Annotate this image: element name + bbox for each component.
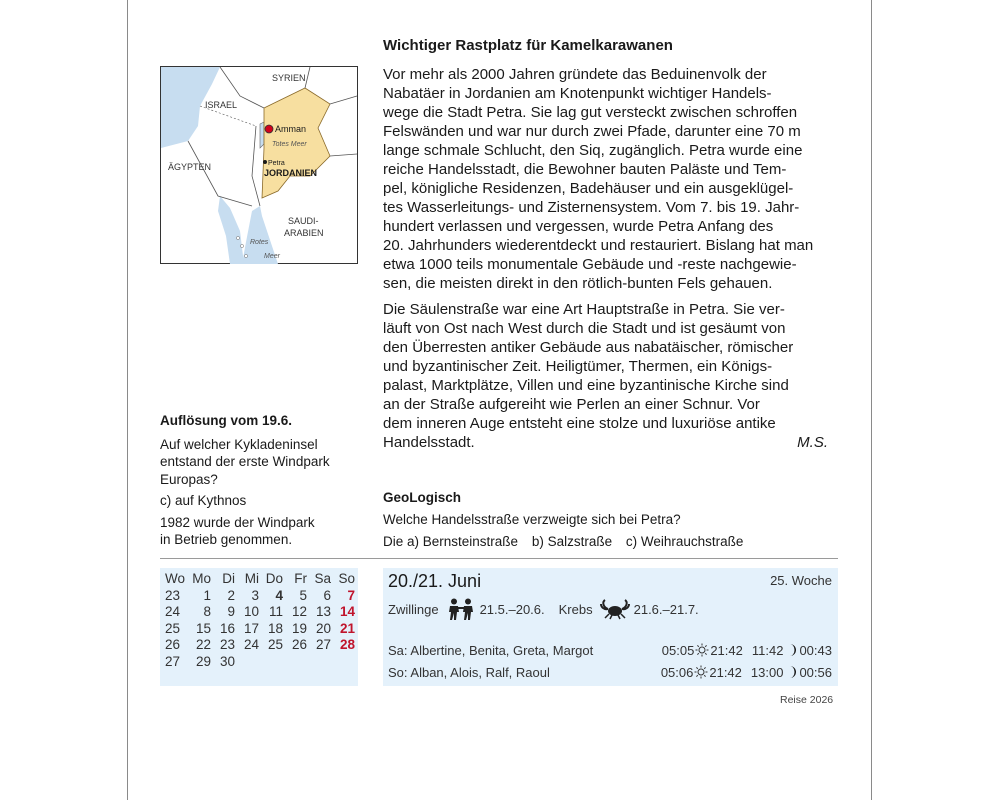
week-number: 25. Woche: [770, 573, 832, 588]
solution-question-line: Auf welcher Kykladeninsel: [160, 436, 318, 452]
saturday-times: [662, 643, 832, 658]
solution-note: [160, 514, 360, 549]
map-label-syrien: SYRIEN: [272, 73, 306, 83]
calendar-day: 19: [291, 620, 307, 636]
map-label-saudi-2: ARABIEN: [284, 228, 324, 238]
calendar-header-row: [163, 571, 356, 588]
calendar-day-sunday: 28: [339, 637, 355, 652]
calendar-day: 29: [195, 653, 211, 669]
calendar-week-row: [163, 604, 356, 621]
calendar-day: 17: [243, 620, 259, 636]
calendar-header: Mo: [192, 571, 211, 586]
calendar-day-sunday: 21: [339, 620, 355, 636]
sun-icon: [695, 643, 709, 657]
calendar-week-number: 25: [165, 620, 181, 636]
geologisch-answer-c: c) Weihrauchstraße: [625, 534, 744, 549]
article-title: Wichtiger Rastplatz für Kamelkarawanen: [383, 37, 673, 54]
left-margin-rule: [127, 0, 128, 800]
article-last-line: [383, 433, 838, 452]
article-line: 20. Jahrhunders wiederentdeckt und restauriert. Bislang hat man: [383, 237, 814, 254]
calendar-day-sunday: 7: [347, 587, 355, 603]
calendar-day: 15: [195, 620, 211, 636]
article: [383, 36, 838, 452]
moonrise-time: 13:00: [750, 664, 784, 680]
article-line: an der Straße aufgereiht wie Perlen an einer Schnur. Vor: [383, 396, 760, 413]
author-signature: M.S.: [797, 434, 828, 451]
article-line: wege die Stadt Petra. Sie lag gut versteckt zwischen schroffen: [383, 104, 798, 121]
calendar-day: 20: [315, 620, 331, 636]
map-label-rotes: Rotes: [250, 239, 269, 246]
article-line: läuft von Ost nach West durch die Stadt und ist gesäumt von: [383, 320, 786, 337]
solution-title: Auflösung vom 19.6.: [160, 413, 293, 428]
calendar-day: 3: [251, 587, 259, 603]
calendar-week-number: 26: [165, 637, 181, 652]
zodiac-range-cancer: 21.6.–21.7.: [633, 601, 699, 617]
calendar-week-number: 24: [165, 604, 181, 619]
calendar-week-number: 27: [165, 653, 181, 669]
moonrise-time: 11:42: [751, 642, 784, 658]
calendar-week-row: [163, 654, 356, 671]
article-paragraph-1: [383, 65, 838, 293]
saturday-row: [388, 641, 832, 659]
day-date: 20./21. Juni: [388, 571, 482, 591]
article-line: Felswänden und war nur durch zwei Pfade, darunter eine 70 m: [383, 123, 801, 140]
article-line: etwa 1000 teils monumentale Gebäude und -reste nachgewie-: [383, 256, 797, 273]
calendar-week-number: 23: [165, 587, 181, 603]
map-label-aegypten: ÄGYPTEN: [168, 162, 212, 172]
article-line: dem inneren Auge entsteht eine stolze und luxuriöse antike: [383, 415, 776, 432]
calendar-day-sunday: 14: [339, 604, 355, 619]
sunday-name-days: So: Alban, Alois, Ralf, Raoul: [388, 664, 550, 680]
solution-question-line: Europas?: [160, 471, 218, 487]
calendar-day: 23: [219, 637, 235, 652]
map-label-amman: Amman: [275, 124, 307, 134]
calendar-week-row: [163, 621, 356, 638]
geologisch-quiz: [383, 488, 843, 551]
calendar-day: 1: [203, 587, 211, 603]
moonset-time: 00:56: [799, 664, 832, 680]
calendar-day: 6: [323, 587, 331, 603]
calendar-day: 5: [299, 587, 307, 603]
moon-icon: [784, 643, 798, 657]
map-label-meer: Meer: [264, 253, 280, 260]
calendar-header: Di: [222, 571, 235, 586]
calendar-day: 22: [195, 637, 211, 652]
calendar-day: 30: [219, 653, 235, 669]
geologisch-title: GeoLogisch: [383, 490, 462, 505]
article-line: palast, Marktplätze, Villen und eine byzantinische Kirche sind: [383, 377, 789, 394]
geologisch-question: Welche Handelsstraße verzweigte sich bei Petra?: [383, 512, 681, 527]
calendar-day: 25: [267, 637, 283, 652]
calendar-day: 18: [267, 620, 283, 636]
sunset-time: 21:42: [709, 664, 742, 680]
sunrise-time: 05:05: [661, 642, 695, 658]
sunday-times: [661, 665, 832, 680]
solution-answer: c) auf Kythnos: [160, 493, 247, 508]
calendar-day: [260, 654, 284, 671]
solution-question: [160, 436, 360, 489]
article-line: und byzantinischer Zeit. Heiligtümer, Thermen, ein Königs-: [383, 358, 773, 375]
article-line: den Überresten antiker Gebäude aus nabatäischer, römischer: [383, 339, 794, 356]
sunrise-time: 05:06: [660, 664, 694, 680]
calendar-day: 13: [315, 604, 331, 619]
calendar-day: 10: [243, 604, 259, 619]
calendar-header: Mi: [244, 571, 259, 586]
calendar-day: 12: [291, 604, 307, 619]
calendar-day-highlight: 4: [275, 587, 283, 603]
zodiac-range-gemini: 21.5.–20.6.: [479, 601, 545, 617]
map-label-petra: Petra: [268, 160, 285, 167]
calendar-week-row: [163, 637, 356, 654]
section-divider: [160, 558, 838, 559]
article-line: Vor mehr als 2000 Jahren gründete das Beduinenvolk der: [383, 66, 767, 83]
sun-icon: [694, 665, 708, 679]
calendar-day: [236, 654, 260, 671]
zodiac-name-cancer: Krebs: [558, 601, 593, 617]
article-line: sen, die meisten direkt in den rötlich-bunten Fels gehauen.: [383, 275, 773, 292]
zodiac-name-gemini: Zwillinge: [388, 601, 439, 617]
map-label-saudi-1: SAUDI-: [288, 216, 319, 226]
article-line: Die Säulenstraße war eine Art Hauptstraße in Petra. Sie ver-: [383, 301, 785, 318]
jordan-map-graphic: [160, 66, 358, 264]
article-line: hundert verlassen und vergessen, wurde Petra Anfang des: [383, 218, 774, 235]
calendar-header: Sa: [314, 571, 331, 586]
calendar-day: [308, 654, 332, 671]
geologisch-answer-a: Die a) Bernsteinstraße: [383, 534, 519, 549]
map-label-totes-meer: Totes Meer: [272, 141, 307, 148]
article-line: pel, königliche Residenzen, Badehäuser und ein ausgeklügel-: [383, 180, 794, 197]
sunday-row: [388, 663, 832, 681]
calendar-day: 2: [227, 587, 235, 603]
article-paragraph-2: [383, 300, 838, 452]
jordan-map: [160, 66, 358, 264]
calendar-week-row: [163, 588, 356, 605]
calendar-day: 11: [268, 604, 283, 619]
right-margin-rule: [871, 0, 872, 800]
calendar-header: Do: [265, 571, 283, 586]
solution-note-line: 1982 wurde der Windpark: [160, 514, 315, 530]
geologisch-answer-b: b) Salzstraße: [531, 534, 613, 549]
moon-icon: [784, 665, 798, 679]
solution-note-line: in Betrieb genommen.: [160, 532, 293, 547]
map-label-israel: ISRAEL: [205, 100, 238, 110]
gemini-icon: [445, 598, 477, 620]
cancer-icon: [599, 598, 631, 620]
article-line: reiche Handelsstadt, die Bewohner bauten Paläste und Tem-: [383, 161, 787, 178]
calendar-header: Wo: [165, 571, 186, 586]
article-last-text: Handelsstadt.: [383, 434, 475, 451]
calendar-header: Fr: [294, 571, 307, 586]
article-line: tes Wasserleitungs- und Zisternensystem. Vom 7. bis 19. Jahr-: [383, 199, 800, 216]
footer-label: Reise 2026: [780, 694, 834, 706]
month-calendar: [160, 568, 358, 686]
solution-box: [160, 412, 360, 553]
solution-question-line: entstand der erste Windpark: [160, 454, 330, 469]
moonset-time: 00:43: [799, 642, 832, 658]
amman-capital-marker: [265, 125, 273, 133]
calendar-day: 26: [291, 637, 307, 652]
calendar-day: 27: [315, 637, 331, 652]
article-line: Nabatäer in Jordanien am Knotenpunkt wichtiger Handels-: [383, 85, 772, 102]
calendar-grid: [163, 571, 356, 670]
petra-marker: [263, 160, 267, 164]
calendar-day: [284, 654, 308, 671]
geologisch-answers: [383, 532, 843, 551]
calendar-day: 8: [203, 604, 211, 619]
zodiac-row: [388, 598, 699, 620]
article-line: lange schmale Schlucht, den Siq, zugänglich. Petra wurde eine: [383, 142, 803, 159]
day-info-box: [383, 568, 838, 686]
map-label-jordanien: JORDANIEN: [264, 168, 318, 178]
sunset-time: 21:42: [710, 642, 743, 658]
saturday-name-days: Sa: Albertine, Benita, Greta, Margot: [388, 642, 594, 658]
calendar-day: 16: [219, 620, 235, 636]
calendar-day: 9: [227, 604, 235, 619]
calendar-day-sunday: [332, 654, 356, 671]
calendar-header-sunday: So: [338, 571, 355, 586]
calendar-day: 24: [243, 637, 259, 652]
